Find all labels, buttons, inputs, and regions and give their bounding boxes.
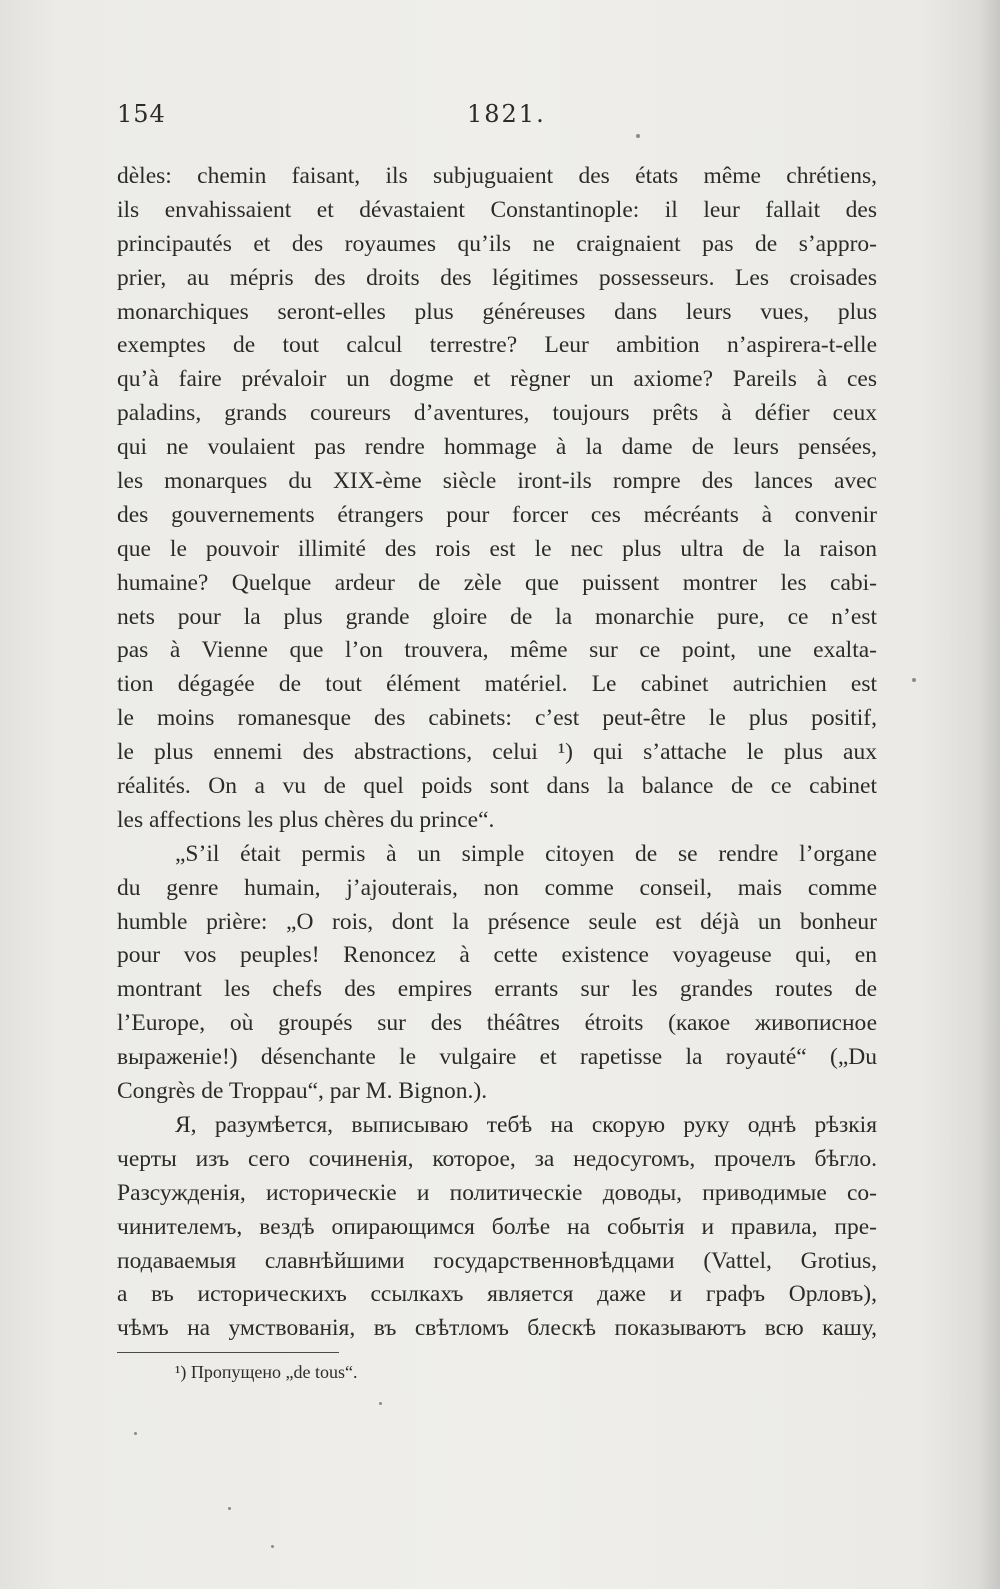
text-line: чѣмъ на умствованія, въ свѣтломъ блескѣ показываютъ всю кашу, bbox=[117, 1315, 877, 1342]
page-edge-shadow bbox=[978, 0, 1000, 1589]
text-line: les monarques du XIX-ème siècle iront-ils rompre des lances avec bbox=[117, 468, 877, 495]
text-line: а въ историческихъ ссылкахъ является даже и графъ Орловъ), bbox=[117, 1281, 877, 1308]
text-line: подаваемыя славнѣйшими государственновѣдцами (Vattel, Grotius, bbox=[117, 1247, 877, 1274]
text-line: que le pouvoir illimité des rois est le nec plus ultra de la raison bbox=[117, 535, 877, 562]
text-line: qu’à faire prévaloir un dogme et règner un axiome? Pareils à ces bbox=[117, 366, 877, 393]
text-line: dèles: chemin faisant, ils subjuguaient des états même chrétiens, bbox=[117, 163, 877, 189]
text-line: чинителемъ, вездѣ опирающимся болѣе на событія и правила, пре- bbox=[117, 1213, 877, 1240]
text-line: Congrès de Troppau“, par M. Bignon.). bbox=[117, 1078, 488, 1105]
body-text bbox=[117, 160, 877, 1346]
text-line: nets pour la plus grande gloire de la monarchie pure, ce n’est bbox=[117, 603, 877, 630]
text-line: l’Europe, où groupés sur des théâtres étroits (какое живописное bbox=[117, 1010, 877, 1037]
print-speck bbox=[379, 1402, 382, 1405]
footnote-rule bbox=[117, 1352, 339, 1353]
text-line: Я, разумѣется, выписываю тебѣ на скорую руку однѣ рѣзкія bbox=[175, 1111, 877, 1138]
text-line: du genre humain, j’ajouterais, non comme conseil, mais comme bbox=[117, 874, 877, 901]
text-line: le moins romanesque des cabinets: c’est peut-être le plus positif, bbox=[117, 705, 877, 732]
print-speck bbox=[228, 1507, 231, 1510]
text-line: ils envahissaient et dévastaient Constantinople: il leur fallait des bbox=[117, 196, 877, 223]
text-line: principautés et des royaumes qu’ils ne craignaient pas de s’appro- bbox=[117, 230, 877, 257]
text-line: exemptes de tout calcul terrestre? Leur ambition n’aspirera-t-elle bbox=[117, 332, 877, 359]
running-head-year: 1821. bbox=[467, 100, 546, 128]
text-line: le plus ennemi des abstractions, celui ¹) qui s’attache le plus aux bbox=[117, 739, 877, 766]
print-speck bbox=[912, 678, 916, 682]
text-line: выраженіе!) désenchante le vulgaire et rapetisse la royauté“ („Du bbox=[117, 1044, 877, 1071]
text-line: pour vos peuples! Renoncez à cette existence voyageuse qui, en bbox=[117, 942, 877, 969]
text-line: „S’il était permis à un simple citoyen de se rendre l’organe bbox=[175, 840, 877, 867]
text-line: réalités. On a vu de quel poids sont dans la balance de ce cabinet bbox=[117, 773, 877, 800]
footnote: ¹) Пропущено „de tous“. bbox=[175, 1362, 358, 1382]
text-line: les affections les plus chères du prince“. bbox=[117, 806, 495, 833]
text-line: humaine? Quelque ardeur de zèle que puissent montrer les cabi- bbox=[117, 569, 877, 596]
text-line: montrant les chefs des empires errants sur les grandes routes de bbox=[117, 976, 877, 1003]
text-line: monarchiques seront-elles plus généreuses dans leurs vues, plus bbox=[117, 298, 877, 325]
text-line: черты изъ сего сочиненія, которое, за недосугомъ, прочелъ бѣгло. bbox=[117, 1145, 877, 1172]
text-line: tion dégagée de tout élément matériel. Le cabinet autrichien est bbox=[117, 671, 877, 698]
print-speck bbox=[271, 1545, 274, 1548]
text-line: qui ne voulaient pas rendre hommage à la dame de leurs pensées, bbox=[117, 434, 877, 461]
text-line: paladins, grands coureurs d’aventures, toujours prêts à défier ceux bbox=[117, 400, 877, 427]
page-header bbox=[117, 100, 877, 134]
print-speck bbox=[636, 134, 640, 138]
text-line: pas à Vienne que l’on trouvera, même sur ce point, une exalta- bbox=[117, 637, 877, 664]
text-line: prier, au mépris des droits des légitimes possesseurs. Les croisades bbox=[117, 264, 877, 291]
text-line: Разсужденія, историческіе и политическіе доводы, приводимые со- bbox=[117, 1179, 877, 1206]
text-line: des gouvernements étrangers pour forcer ces mécréants à convenir bbox=[117, 501, 877, 528]
page-number: 154 bbox=[117, 100, 166, 128]
text-line: humble prière: „O rois, dont la présence seule est déjà un bonheur bbox=[117, 908, 877, 935]
print-speck bbox=[134, 1432, 137, 1435]
